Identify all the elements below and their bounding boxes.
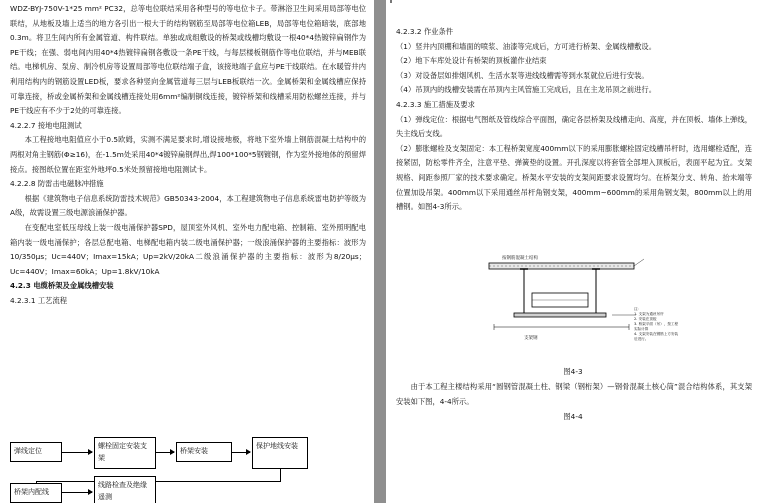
flow-step-snap-line: 弹线定位 bbox=[10, 442, 62, 462]
heading-4-2-2-7: 4.2.2.7 接地电阻测试 bbox=[10, 120, 82, 130]
flow-step-tray-install: 桥架安装 bbox=[176, 442, 232, 462]
figure-note: 1. 支架为通丝吊杆 bbox=[634, 312, 664, 316]
condition-item-4: （4）吊顶内的线槽安装需在吊顶内主风管施工完成后，且在主龙吊顶之前进行。 bbox=[396, 85, 657, 95]
grounding-paragraph: WDZ-BYJ-750V-1*25 mm² PC32，总等电位联结采用各种型号的等电位卡子。带淋浴卫生间采用局部等电位联结，从地板及墙上适当的地方各引出一根大于的结构钢筋至局部等电位箱LEB，局部等电位箱暗装，底部地0.3m。将卫生间内所有金属管道、构件联结。单独或成组敷设的桥架或线槽均敷设一根40*4热镀锌扁钢作为PE干线；在强、弱电间内用40*4热镀锌扁钢各敷设一条PE干线，与每层楼板钢筋作等电位联结，并与MEB联结。电梯机房、泵房、制冷机房等设置局部等电位联结端子盒，该接地端子盒应与PE干线联结。在水暖管井内利用结构内的钢筋设置LED板，要求各种竖向金属管道每三层与LEB板联结一次。金属桥架和金属线槽应保持可靠连接，桥或金属桥架和金属线槽连接处用6mm²编制铜线连接，镀锌桥架和线槽采用防松螺丝连接，并与PE干线应有不少于2处的可靠连接。 bbox=[10, 4, 366, 116]
flow-step-protective-ground: 保护地线安装 bbox=[252, 437, 308, 469]
figure-note: 注： bbox=[634, 307, 642, 311]
figure-4-3-drawing bbox=[484, 255, 679, 350]
left-text-block bbox=[10, 2, 366, 308]
figure-note: 4. 支架安装在钢筋上方安装后进行。 bbox=[634, 332, 679, 341]
flow-connector-down bbox=[280, 469, 281, 481]
figure-bottom-label: 支架钢 bbox=[524, 336, 538, 341]
flow-arrow-1 bbox=[62, 452, 92, 453]
figure-note: 3. 桥架平面（吊），按工程实际计算 bbox=[634, 322, 679, 331]
process-flowchart bbox=[0, 432, 374, 503]
flow-step-insulation-test: 线路检查及绝缘遥测 bbox=[94, 476, 156, 503]
condition-item-1: （1）竖井内顶棚和墙面的喷浆、油漆等完成后，方可进行桥架、金属线槽敷设。 bbox=[396, 41, 657, 51]
right-text-block-2 bbox=[396, 380, 752, 409]
flow-arrow-4 bbox=[62, 492, 92, 493]
heading-4-2-3-1: 4.2.3.1 工艺流程 bbox=[10, 295, 68, 305]
document-page-right bbox=[386, 0, 760, 503]
figure-note: 2. 安装在顶板 bbox=[634, 317, 657, 321]
heading-4-2-2-8: 4.2.2.8 防雷击电磁脉冲措施 bbox=[10, 179, 104, 189]
flow-step-wiring: 桥架内配线 bbox=[10, 483, 62, 503]
condition-item-3: （3）对设备层如排烟风机、生活水泵等进线线槽需等到水泵就位后进行安装。 bbox=[396, 70, 649, 80]
heading-4-2-3-2: 4.2.3.2 作业条件 bbox=[396, 27, 454, 36]
figure-notes bbox=[634, 307, 679, 342]
heading-4-2-3-3: 4.2.3.3 施工措施及要求 bbox=[396, 99, 475, 109]
document-page-left bbox=[0, 0, 374, 503]
measure-paragraph-2: （2）膨胀螺栓及支架固定：本工程桥架宽度400mm以下的采用膨胀螺栓固定线槽吊杆时，选用螺栓适配，连接紧固，防松零件齐全，注意平垫、弹簧垫的设置。开孔深度以将套管全部埋入顶板后，表面平起为宜。支架规格、间距参照厂家的技术要求确定。桥架水平安装的支架间距要求设置均匀。在桥架分支、转角、抬未端等位置加设吊架。400mm以下采用通丝吊杆角钢支架，400mm~600mm的采用角钢支架，800mm以上的用槽钢。如图4-3所示。 bbox=[396, 143, 752, 212]
surge-protector-paragraph: 在变配电室低压母线上装一级电涌保护器SPD，屋顶室外风机、室外电力配电箱、控制箱、室外照明配电箱内装一级电涌保护；各层总配电箱、电梯配电箱内装二级电涌保护器；一级浪涌保护器的主要指标：波形为10/350μs；Uc=440V；Imax=15kA；Up=2kV/20kA二级浪涌保护器的主要指标：波形为8/20μs；Uc=440V；Imax=60kA；Up=1.8kV/10kA bbox=[10, 222, 366, 276]
flow-arrow-3 bbox=[232, 452, 250, 453]
lightning-standard-paragraph: 根据《建筑物电子信息系统防雷技术规范》GB50343-2004，本工程建筑物电子信息系统雷电防护等级为A级，故需设置三级电源浪涌保护器。 bbox=[10, 193, 366, 218]
figure-4-3-caption: 图4-3 bbox=[563, 367, 583, 376]
flow-step-bracket-install: 螺栓固定安装支架 bbox=[94, 437, 156, 469]
right-text-block bbox=[396, 25, 752, 215]
heading-4-2-3: 4.2.3 电缆桥架及金属线槽安装 bbox=[10, 281, 114, 291]
measure-paragraph-1: （1）弹线定位：根据电气图纸及管线综合平面图，确定各层桥架及线槽走向、高度，并在顶板、墙体上弹线，失主线后支线。 bbox=[396, 114, 752, 139]
flow-connector-return bbox=[36, 481, 281, 482]
page-corner-mark bbox=[390, 0, 392, 3]
figure-top-label: 按钢筋混凝土结构 bbox=[502, 256, 538, 261]
condition-item-2: （2）地下车库处设计有桥架的顶板灌作业结束 bbox=[396, 56, 547, 66]
figure-4-4-caption: 图4-4 bbox=[563, 412, 583, 421]
structure-paragraph: 由于本工程主楼结构采用“圆钢管混凝土柱、钢梁（钢桁架）—钢骨混凝土核心筒”混合结构体系，其支架安装如下图，4-4所示。 bbox=[396, 382, 752, 406]
grounding-test-paragraph: 本工程接地电阻值应小于0.5欧姆，实测不满足要求时,增设接地极，将地下室外墙上钢筋混凝土结构中的两根对角主钢筋(Φ≥16)，在-1.5m处采用40*4镀锌扁钢焊出,焊100*100*5钢镀钢，作为室外接地体的预留焊接点。接图纸位置在距室外地坪0.5米处预留接地电阻测试卡。 bbox=[10, 135, 366, 174]
flow-arrow-2 bbox=[156, 452, 174, 453]
